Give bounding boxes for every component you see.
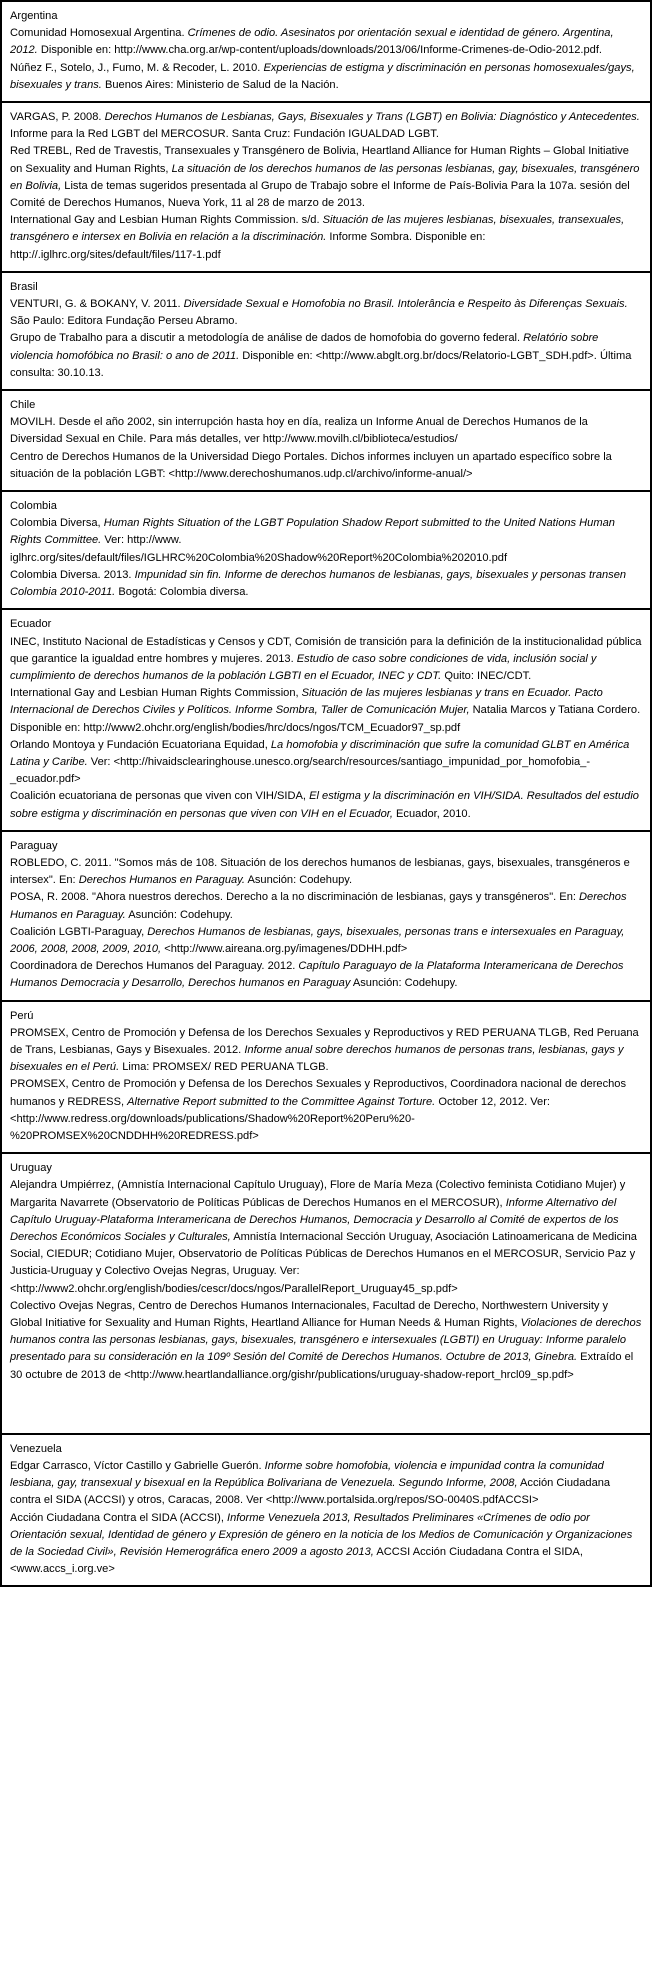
country-section-cell — [1, 1001, 651, 1154]
country-section-cell — [1, 1434, 651, 1587]
table-row — [1, 831, 651, 1001]
country-heading: Perú — [10, 1009, 34, 1022]
reference-entry: VENTURI, G. & BOKANY, V. 2011. Diversidade Sexual e Homofobia no Brasil. Intolerância e Respeito às Diferenças Sexuais. São Paulo: Editora Fundação Perseu Abramo. — [10, 298, 628, 328]
reference-entry: PROMSEX, Centro de Promoción y Defensa de los Derechos Sexuales y Reproductivos y RED PERUANA TLGB, Red Peruana de Trans, Lesbianas, Gays y Bisexuales. 2012. Informe anual sobre derechos humanos de personas trans, lesbianas, gays y bisexuales en el Perú. Lima: PROMSEX/ RED PERUANA TLGB. — [10, 1026, 639, 1074]
country-heading: Uruguay — [10, 1162, 52, 1175]
country-section-cell — [1, 272, 651, 390]
reference-entry: Comunidad Homosexual Argentina. Crímenes de odio. Asesinatos por orientación sexual e identidad de género. Argentina, 2012. Disponible en: http://www.cha.org.ar/wp-content/uploads/downloads/2013/06/Informe-Crimenes-de-Odio-2012.pdf. — [10, 27, 614, 57]
bibliography-table-body — [1, 1, 651, 1586]
country-section-cell — [1, 609, 651, 830]
country-heading: Chile — [10, 399, 36, 412]
reference-entry: Colombia Diversa, Human Rights Situation of the LGBT Population Shadow Report submitted to the United Nations Human Rights Committee. Ver: http://www. iglhrc.org/sites/default/files/IGLHRC%20Colombia%20Shadow%20Report%20Colombia%202010.pdf — [10, 517, 615, 564]
table-row — [1, 491, 651, 609]
reference-entry: Acción Ciudadana Contra el SIDA (ACCSI), Informe Venezuela 2013, Resultados Preliminares «Crímenes de odio por Orientación sexual, Identidad de género y Expresión de género en la noticia de los Medios de Comunicación y Organizaciones de la Sociedad Civil», Revisión Hemerográfica enero 2009 a agosto 2013, ACCSI Acción Ciudadana Contra el SIDA, <www.accs_i.org.ve> — [10, 1511, 633, 1576]
table-row — [1, 1153, 651, 1434]
reference-entry: International Gay and Lesbian Human Rights Commission, Situación de las mujeres lesbianas y trans en Ecuador. Pacto Internacional de Derechos Civiles y Políticos. Informe Sombra, Taller de Comunicación Mujer, Natalia Marcos y Tatiana Cordero. Disponible en: http://www2.ohchr.org/english/bodies/hrc/docs/ngos/TCM_Ecuador97_sp.pdf — [10, 687, 641, 734]
reference-entry: Orlando Montoya y Fundación Ecuatoriana Equidad, La homofobia y discriminación que sufre la comunidad GLBT en América Latina y Caribe. Ver: <http://hivaidsclearinghouse.unesco.org/search/resources/santiago_impunidad_por_homofobia_-_ecuador.pdf> — [10, 738, 630, 786]
reference-entry: ROBLEDO, C. 2011. "Somos más de 108. Situación de los derechos humanos de lesbianas, gays, bisexuales, transgéneros e intersex". En: Derechos Humanos en Paraguay. Asunción: Codehupy. — [10, 856, 630, 887]
table-row — [1, 272, 651, 390]
reference-entry: Colombia Diversa. 2013. Impunidad sin fin. Informe de derechos humanos de lesbianas, gays, bisexuales y personas transen Colombia 2010-2011. Bogotá: Colombia diversa. — [10, 568, 627, 599]
table-row — [1, 102, 651, 272]
reference-entry: VARGAS, P. 2008. Derechos Humanos de Lesbianas, Gays, Bisexuales y Trans (LGBT) en Bolivia: Diagnóstico y Antecedentes. Informe para la Red LGBT del MERCOSUR. Santa Cruz: Fundación IGUALDAD LGBT. — [10, 111, 640, 141]
table-row — [1, 609, 651, 830]
reference-entry: INEC, Instituto Nacional de Estadísticas y Censos y CDT, Comisión de transición para la definición de la institucionalidad pública que garantice la igualdad entre hombres y mujeres. 2013. Estudio de caso sobre condiciones de vida, inclusión social y cumplimiento de derechos humanos de la población LGBTI en el Ecuador, INEC y CDT. Quito: INEC/CDT. — [10, 635, 642, 682]
reference-entry: Centro de Derechos Humanos de la Universidad Diego Portales. Dichos informes incluyen un apartado específico sobre la situación de la población LGBT: <http://www.derechoshumanos.udp.cl/archivo/informe-anual/> — [10, 450, 612, 480]
table-row — [1, 1, 651, 102]
table-row — [1, 390, 651, 491]
cell-trailing-space — [10, 1384, 642, 1426]
country-heading: Venezuela — [10, 1442, 62, 1455]
country-section-cell — [1, 102, 651, 272]
reference-entry: PROMSEX, Centro de Promoción y Defensa de los Derechos Sexuales y Reproductivos, Coordinadora nacional de derechos humanos y REDRESS, Alternative Report submitted to the Committee Against Torture. October 12, 2012. Ver: <http://www.redress.org/downloads/publications/Shadow%20Report%20Peru%20-%20PROMSEX%20CNDDHH%20REDRESS.pdf> — [10, 1078, 627, 1142]
reference-entry: Grupo de Trabalho para a discutir a metodología de análise de dados de homofobia do governo federal. Relatório sobre violencia homofóbica no Brasil: o ano de 2011. Disponible en: <http://www.abglt.org.br/docs/Relatorio-LGBT_SDH.pdf>. Última consulta: 30.10.13. — [10, 332, 632, 379]
country-section-cell — [1, 1153, 651, 1434]
country-section-cell — [1, 390, 651, 491]
table-row — [1, 1001, 651, 1154]
reference-entry: Coalición ecuatoriana de personas que viven con VIH/SIDA, El estigma y la discriminación en VIH/SIDA. Resultados del estudio sobre estigma y discriminación en personas que viven con VIH en el Ecuador, Ecuador, 2010. — [10, 790, 639, 820]
reference-entry: Coalición LGBTI-Paraguay, Derechos Humanos de lesbianas, gays, bisexuales, personas trans e intersexuales en Paraguay, 2006, 2008, 2008, 2009, 2010, <http://www.aireana.org.py/imagenes/DDHH.pdf> — [10, 925, 625, 955]
country-section-cell — [1, 831, 651, 1001]
reference-entry: International Gay and Lesbian Human Rights Commission. s/d. Situación de las mujeres lesbianas, bisexuales, transexuales, transgénero e intersex en Bolivia en relación a la discriminación. Informe Sombra. Disponible en: http://.iglhrc.org/sites/default/files/117-1.pdf — [10, 214, 625, 261]
table-row — [1, 1434, 651, 1587]
reference-entry: POSA, R. 2008. "Ahora nuestros derechos. Derecho a la no discriminación de lesbianas, gays y transgéneros". En: Derechos Humanos en Paraguay. Asunción: Codehupy. — [10, 891, 627, 921]
reference-entry: MOVILH. Desde el año 2002, sin interrupción hasta hoy en día, realiza un Informe Anual de Derechos Humanos de la Diversidad Sexual en Chile. Para más detalles, ver http://www.movilh.cl/biblioteca/estudios/ — [10, 416, 588, 446]
reference-entry: Núñez F., Sotelo, J., Fumo, M. & Recoder, L. 2010. Experiencias de estigma y discriminación en personas homosexuales/gays, bisexuales y trans. Buenos Aires: Ministerio de Salud de la Nación. — [10, 61, 635, 91]
country-section-cell — [1, 1, 651, 102]
reference-entry: Colectivo Ovejas Negras, Centro de Derechos Humanos Internacionales, Facultad de Derecho, Northwestern University y Global Initiative for Sexuality and Human Rights, Heartland Alliance for Human Needs & Human Rights, Violaciones de derechos humanos contra las personas lesbianas, gays, bisexuales, transgénero e intersexuales (LGBTI) en Uruguay: Informe paralelo presentado para su consideración en la 109º Sesión del Comité de Derechos Humanos. Octubre de 2013, Ginebra. Extraído el 30 octubre de 2013 de <http://www.heartlandalliance.org/gishr/publications/uruguay-shadow-report_hrcl09_sp.pdf> — [10, 1299, 642, 1381]
country-heading: Colombia — [10, 500, 57, 513]
country-section-cell — [1, 491, 651, 609]
country-heading: Paraguay — [10, 839, 58, 852]
reference-entry: Coordinadora de Derechos Humanos del Paraguay. 2012. Capítulo Paraguayo de la Plataforma Interamericana de Derechos Humanos Democracia y Desarrollo, Derechos humanos en Paraguay Asunción: Codehupy. — [10, 960, 624, 990]
reference-entry: Alejandra Umpiérrez, (Amnistía Internacional Capítulo Uruguay), Flore de María Meza (Colectivo feminista Cotidiano Mujer) y Margarita Navarrete (Observatorio de Políticas Públicas de Derechos Humanos en el MERCOSUR), Informe Alternativo del Capítulo Uruguay-Plataforma Interamericana de Derechos Humanos, Democracia y Desarrollo al Comité de expertos de los Derechos Económicos Sociales y Culturales, Amnistía Internacional Sección Uruguay, Asociación Latinoamericana de Medicina Social, CIEDUR; Cotidiano Mujer, Observatorio de Políticas Públicas de Derechos Humanos en el MERCOSUR, Servicio Paz y Justicia-Uruguay y Colectivo Ovejas Negras, Uruguay. Ver: <http://www2.ohchr.org/english/bodies/cescr/docs/ngos/ParallelReport_Uruguay45_sp.pdf> — [10, 1179, 637, 1295]
country-heading: Ecuador — [10, 618, 52, 631]
reference-entry: Edgar Carrasco, Víctor Castillo y Gabrielle Guerón. Informe sobre homofobia, violencia e impunidad contra la comunidad lesbiana, gay, transexual y bisexual en la República Bolivariana de Venezuela. Segundo Informe, 2008, Acción Ciudadana contra el SIDA (ACCSI) y otros, Caracas, 2008. Ver <http://www.portalsida.org/repos/SO-0040S.pdfACCSI> — [10, 1460, 611, 1507]
country-heading: Argentina — [10, 10, 58, 22]
reference-entry: Red TREBL, Red de Travestis, Transexuales y Transgénero de Bolivia, Heartland Alliance for Human Rights – Global Initiative on Sexuality and Human Rights, La situación de los derechos humanos de las personas lesbianas, gay, bisexuales, transgénero en Bolivia, Lista de temas sugeridos presentada al Grupo de Trabajo sobre el Informe de País-Bolivia Para la 107a. sesión del Comité de Derechos Humanos, Nueva York, 11 al 28 de marzo de 2013. — [10, 145, 640, 210]
country-heading: Brasil — [10, 280, 38, 293]
